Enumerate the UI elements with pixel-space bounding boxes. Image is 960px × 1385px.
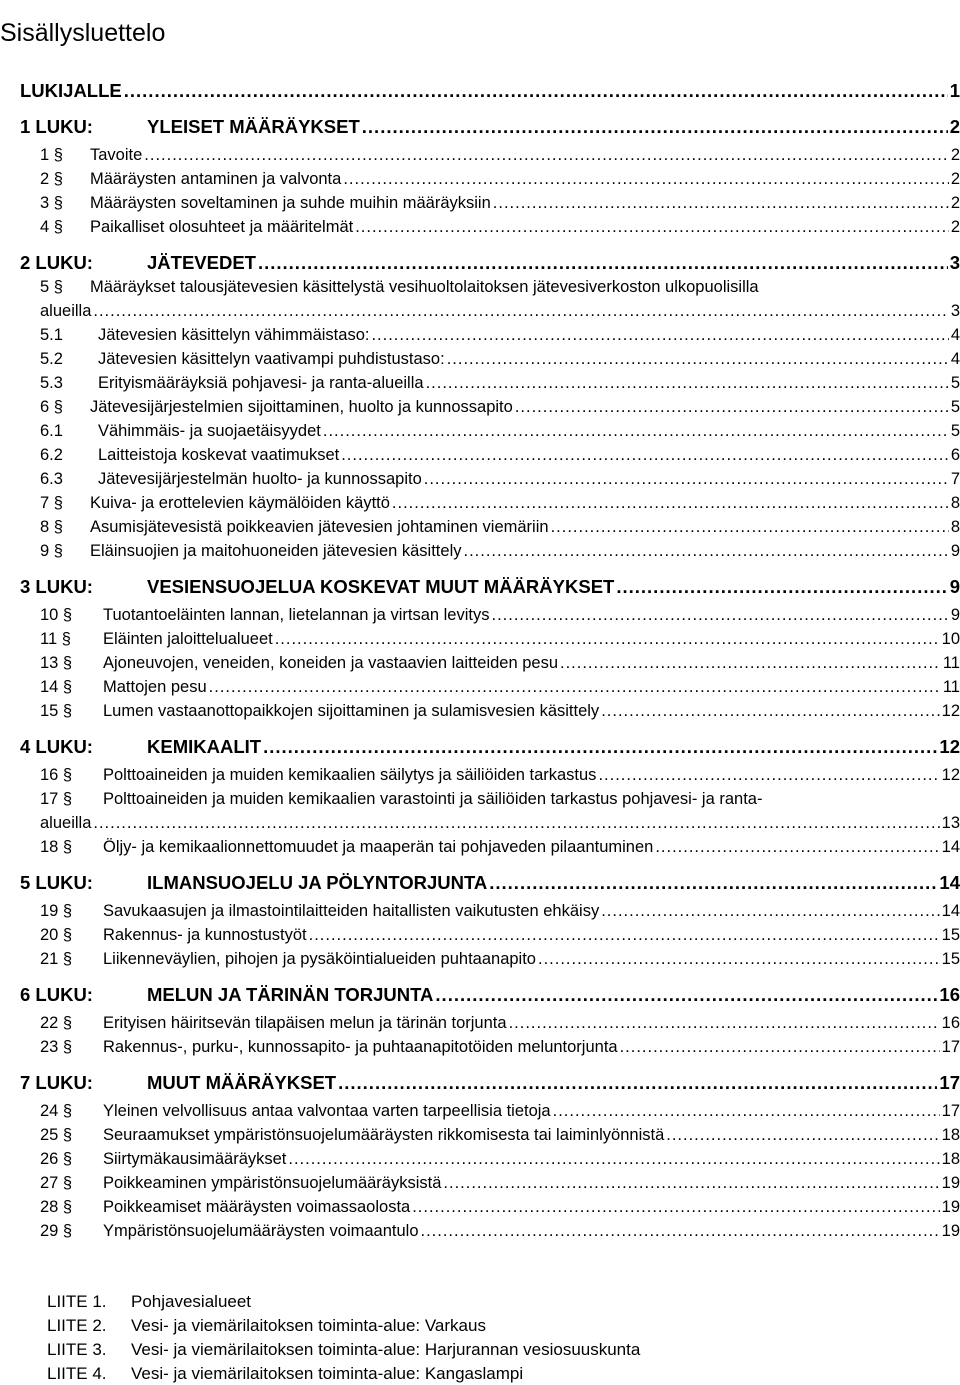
toc-leader-dots [341,444,949,466]
toc-label: ILMANSUOJELU JA PÖLYNTORJUNTA [147,872,488,893]
toc-page-number: 15 [941,950,960,968]
toc-leader-dots [553,1100,940,1122]
toc-label: Kuiva- ja erottelevien käymälöiden käyttö [90,494,390,512]
toc-chapter-row[interactable] [20,872,960,894]
toc-number: 22 § [40,1014,73,1032]
toc-section-row[interactable] [40,1220,960,1242]
toc-section-row[interactable] [40,1100,960,1122]
toc-leader-dots [309,924,940,946]
toc-number: 21 § [40,950,73,968]
toc-number: 10 § [40,606,73,624]
toc-label: Laitteistoja koskevat vaatimukset [98,446,340,464]
toc-section-row[interactable] [40,788,960,810]
toc-page-number: 8 [950,518,960,536]
toc-label: Öljy- ja kemikaalionnettomuudet ja maaperän tai pohjaveden pilaantuminen [103,838,654,856]
toc-page-number: 14 [939,872,960,893]
toc-leader-dots [443,1172,939,1194]
toc-number: 2 § [40,170,63,188]
toc-number: 2 LUKU: [20,252,93,273]
toc-page-number: 12 [941,702,960,720]
toc-label-continuation: alueilla [40,302,92,320]
toc-label: Vähimmäis- ja suojaetäisyydet [98,422,321,440]
toc-page-number: 3 [949,252,960,273]
toc-leader-dots [371,324,948,346]
toc-continuation-row [40,300,960,322]
toc-section-row[interactable] [40,396,960,418]
appendix-item [47,1315,486,1337]
toc-number: 9 § [40,542,63,560]
toc-section-row[interactable] [40,1124,960,1146]
toc-section-row[interactable] [40,1012,960,1034]
toc-leader-dots [620,1036,940,1058]
toc-section-row[interactable] [40,924,960,946]
toc-page-number: 9 [950,542,960,560]
toc-section-row[interactable] [40,444,960,466]
toc-label: Eläinsuojien ja maitohuoneiden jätevesien käsittely [90,542,462,560]
appendix-item [47,1291,251,1313]
toc-number: 5 LUKU: [20,872,93,893]
toc-page-number: 1 [949,80,960,101]
toc-page-number: 6 [950,446,960,464]
toc-label: Seuraamukset ympäristönsuojelumääräysten rikkomisesta tai laiminlyönnistä [103,1126,665,1144]
toc-section-row[interactable] [40,652,960,674]
toc-number: 3 LUKU: [20,576,93,597]
toc-label: MUUT MÄÄRÄYKSET [147,1072,337,1093]
appendix-text: Pohjavesialueet [131,1292,252,1311]
toc-chapter-row[interactable] [20,80,960,102]
toc-section-row[interactable] [40,516,960,538]
toc-number: 6 § [40,398,63,416]
toc-chapter-row[interactable] [20,984,960,1006]
toc-label: Määräykset talousjätevesien käsittelystä vesihuoltolaitoksen jätevesiverkoston ulkopuolisilla [90,278,759,296]
toc-number: 14 § [40,678,73,696]
toc-page-number: 9 [949,576,960,597]
toc-section-row[interactable] [40,372,960,394]
toc-label: Poikkeamiset määräysten voimassaolosta [103,1198,411,1216]
toc-leader-dots [447,348,949,370]
toc-number: 5 § [40,278,63,296]
toc-page-number: 9 [950,606,960,624]
toc-page-number: 10 [941,630,960,648]
toc-section-row[interactable] [40,420,960,442]
toc-page-number: 19 [941,1222,960,1240]
toc-page-number: 2 [950,218,960,236]
toc-number: 6 LUKU: [20,984,93,1005]
toc-chapter-row[interactable] [20,1072,960,1094]
toc-label: KEMIKAALIT [147,736,262,757]
toc-leader-dots [424,468,949,490]
toc-number: 26 § [40,1150,73,1168]
toc-page-number: 4 [950,326,960,344]
toc-page-number: 19 [941,1174,960,1192]
toc-number: 7 § [40,494,63,512]
toc-label: Erityisen häiritsevän tilapäisen melun ja tärinän torjunta [103,1014,507,1032]
toc-number: 15 § [40,702,73,720]
toc-section-row[interactable] [40,900,960,922]
toc-label: VESIENSUOJELUA KOSKEVAT MUUT MÄÄRÄYKSET [147,576,615,597]
toc-number: 7 LUKU: [20,1072,93,1093]
toc-leader-dots [598,764,939,786]
toc-leader-dots [343,168,949,190]
toc-label: Ympäristönsuojelumääräysten voimaantulo [103,1222,419,1240]
toc-number: 27 § [40,1174,73,1192]
appendix-tag: LIITE 2. [47,1316,107,1335]
toc-section-row[interactable] [40,628,960,650]
toc-page-number: 19 [941,1198,960,1216]
toc-page-number: 17 [941,1102,960,1120]
toc-number: 5.2 [40,350,63,368]
toc-label: JÄTEVEDET [147,252,256,273]
toc-leader-dots [491,604,948,626]
toc-label: Jätevesijärjestelmän huolto- ja kunnossapito [98,470,422,488]
toc-section-row[interactable] [40,492,960,514]
toc-leader-dots [601,900,939,922]
toc-number: 17 § [40,790,73,808]
toc-leader-dots [93,300,948,322]
toc-leader-dots [616,576,947,598]
toc-section-row[interactable] [40,764,960,786]
toc-section-row[interactable] [40,348,960,370]
toc-section-row[interactable] [40,192,960,214]
toc-label: YLEISET MÄÄRÄYKSET [147,116,360,137]
toc-page-number: 7 [950,470,960,488]
toc-label: MELUN JA TÄRINÄN TORJUNTA [147,984,434,1005]
toc-label-continuation: alueilla [40,814,92,832]
toc-section-row[interactable] [40,1172,960,1194]
toc-number: 4 LUKU: [20,736,93,757]
toc-label: Erityismääräyksiä pohjavesi- ja ranta-alueilla [98,374,424,392]
toc-chapter-row[interactable] [20,576,960,598]
toc-section-row[interactable] [40,604,960,626]
toc-section-row[interactable] [40,1196,960,1218]
toc-number: 13 § [40,654,73,672]
toc-page-number: 2 [950,146,960,164]
toc-leader-dots [412,1196,939,1218]
toc-number: 28 § [40,1198,73,1216]
toc-leader-dots [538,948,940,970]
toc-page-number: 5 [950,374,960,392]
toc-leader-dots [362,116,948,138]
toc-page-number: 11 [942,678,960,696]
toc-leader-dots [493,192,949,214]
toc-page-number: 16 [941,1014,960,1032]
toc-label: Rakennus- ja kunnostustyöt [103,926,307,944]
appendix-tag: LIITE 1. [47,1292,107,1311]
toc-label: Polttoaineiden ja muiden kemikaalien varastointi ja säiliöiden tarkastus pohjavesi- ja ranta- [103,790,763,808]
toc-label: Tuotantoeläinten lannan, lietelannan ja virtsan levitys [103,606,490,624]
toc-chapter-row[interactable] [20,116,960,138]
toc-number: 24 § [40,1102,73,1120]
toc-number: 11 § [40,630,71,648]
toc-page-number: 5 [950,398,960,416]
appendix-text: Vesi- ja viemärilaitoksen toiminta-alue: Kangaslampi [131,1364,524,1383]
page-title: Sisällysluettelo [0,18,166,47]
toc-label: Jätevesien käsittelyn vähimmäistaso: [98,326,370,344]
toc-page-number: 5 [950,422,960,440]
toc-leader-dots [93,812,939,834]
toc-leader-dots [323,420,949,442]
toc-page-number: 15 [941,926,960,944]
toc-leader-dots [421,1220,940,1242]
toc-section-row[interactable] [40,468,960,490]
toc-label: Liikenneväylien, pihojen ja pysäköintialueiden puhtaanapito [103,950,536,968]
toc-number: 6.1 [40,422,63,440]
toc-page-number: 2 [950,170,960,188]
toc-number: 29 § [40,1222,73,1240]
toc-number: 16 § [40,766,73,784]
toc-label: Rakennus-, purku-, kunnossapito- ja puhtaanapitotöiden meluntorjunta [103,1038,618,1056]
toc-section-row[interactable] [40,836,960,858]
toc-leader-dots [601,700,939,722]
toc-leader-dots [666,1124,939,1146]
toc-page-number: 12 [941,766,960,784]
toc-section-row[interactable] [40,1148,960,1170]
toc-label: Polttoaineiden ja muiden kemikaalien säilytys ja säiliöiden tarkastus [103,766,597,784]
toc-page-number: 17 [939,1072,960,1093]
toc-section-row[interactable] [40,948,960,970]
toc-label: Asumisjätevesistä poikkeavien jätevesien johtaminen viemäriin [90,518,549,536]
toc-page-number: 2 [949,116,960,137]
toc-number: 25 § [40,1126,73,1144]
toc-page-number: 18 [941,1126,960,1144]
toc-label: Eläinten jaloittelualueet [103,630,273,648]
toc-section-row[interactable] [40,700,960,722]
appendix-tag: LIITE 4. [47,1364,107,1383]
toc-leader-dots [426,372,949,394]
toc-number: 23 § [40,1038,73,1056]
toc-page-number: 13 [941,814,960,832]
toc-label: Poikkeaminen ympäristönsuojelumääräyksistä [103,1174,442,1192]
toc-page-number: 14 [941,838,960,856]
toc-section-row[interactable] [40,276,960,298]
toc-page-number: 4 [950,350,960,368]
toc-number: 5.3 [40,374,63,392]
toc-number: 8 § [40,518,63,536]
toc-section-row[interactable] [40,168,960,190]
appendix-text: Vesi- ja viemärilaitoksen toiminta-alue: Varkaus [131,1316,486,1335]
appendix-text: Vesi- ja viemärilaitoksen toiminta-alue: Harjurannan vesiosuuskunta [131,1340,641,1359]
toc-section-row[interactable] [40,676,960,698]
toc-label: Tavoite [90,146,143,164]
toc-leader-dots [560,652,941,674]
toc-leader-dots [288,1148,939,1170]
toc-leader-dots [509,1012,940,1034]
toc-continuation-row [40,812,960,834]
toc-number: LUKIJALLE [20,80,122,101]
toc-page-number: 17 [941,1038,960,1056]
toc-page-number: 14 [941,902,960,920]
toc-section-row[interactable] [40,144,960,166]
toc-label: Yleinen velvollisuus antaa valvontaa varten tarpeellisia tietoja [103,1102,551,1120]
toc-page-number: 18 [941,1150,960,1168]
toc-number: 20 § [40,926,73,944]
toc-label: Mattojen pesu [103,678,207,696]
toc-leader-dots [392,492,949,514]
toc-leader-dots [258,252,948,274]
toc-leader-dots [355,216,949,238]
appendix-item [47,1363,523,1385]
appendix-item [47,1339,640,1361]
toc-label: Lumen vastaanottopaikkojen sijoittaminen ja sulamisvesien käsittely [103,702,600,720]
toc-chapter-row[interactable] [20,736,960,758]
toc-leader-dots [435,984,937,1006]
toc-leader-dots [209,676,941,698]
toc-leader-dots [338,1072,937,1094]
toc-label: Jätevesijärjestelmien sijoittaminen, huolto ja kunnossapito [90,398,513,416]
toc-chapter-row[interactable] [20,252,960,274]
toc-section-row[interactable] [40,216,960,238]
toc-section-row[interactable] [40,540,960,562]
toc-section-row[interactable] [40,1036,960,1058]
toc-label: Määräysten antaminen ja valvonta [90,170,342,188]
toc-leader-dots [489,872,937,894]
toc-number: 6.3 [40,470,63,488]
toc-section-row[interactable] [40,324,960,346]
toc-label: Savukaasujen ja ilmastointilaitteiden haitallisten vaikutusten ehkäisy [103,902,600,920]
toc-number: 5.1 [40,326,63,344]
toc-leader-dots [655,836,939,858]
toc-page-number: 11 [942,654,960,672]
toc-label: Jätevesien käsittelyn vaativampi puhdistustaso: [98,350,445,368]
toc-leader-dots [551,516,949,538]
toc-number: 6.2 [40,446,63,464]
toc-number: 18 § [40,838,73,856]
toc-number: 19 § [40,902,73,920]
toc-leader-dots [275,628,940,650]
toc-label: Ajoneuvojen, veneiden, koneiden ja vastaavien laitteiden pesu [103,654,558,672]
toc-page-number: 3 [950,302,960,320]
toc-number: 4 § [40,218,63,236]
toc-number: 3 § [40,194,63,212]
toc-page-number: 8 [950,494,960,512]
toc-leader-dots [263,736,937,758]
toc-leader-dots [124,80,948,102]
toc-number: 1 LUKU: [20,116,93,137]
toc-label: Siirtymäkausimääräykset [103,1150,287,1168]
toc-number: 1 § [40,146,63,164]
toc-leader-dots [463,540,948,562]
toc-label: Paikalliset olosuhteet ja määritelmät [90,218,354,236]
toc-page-number: 16 [939,984,960,1005]
toc-page-number: 2 [950,194,960,212]
toc-label: Määräysten soveltaminen ja suhde muihin määräyksiin [90,194,491,212]
toc-leader-dots [515,396,949,418]
toc-page-number: 12 [939,736,960,757]
appendix-tag: LIITE 3. [47,1340,107,1359]
toc-leader-dots [144,144,949,166]
